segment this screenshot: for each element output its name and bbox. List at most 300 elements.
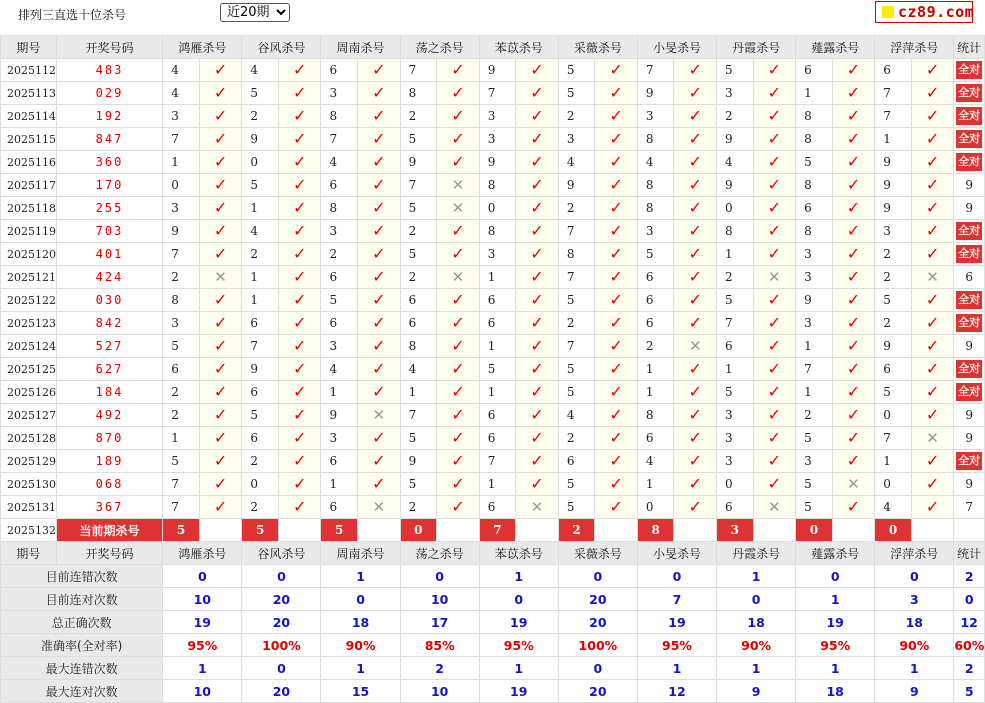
result-cell [753, 335, 796, 358]
result-cell [278, 243, 321, 266]
result-cell [278, 82, 321, 105]
check-icon: ✓ [292, 198, 307, 217]
col-header-predictor: 小旻杀号 [637, 36, 716, 59]
stat-cell [954, 473, 985, 496]
result-cell [199, 427, 242, 450]
check-icon: ✓ [530, 244, 544, 263]
kill-number-cell: 2 [163, 404, 200, 427]
summary-value: 19 [479, 611, 558, 634]
summary-value: 0 [558, 565, 637, 588]
result-cell [753, 128, 796, 151]
check-icon: ✓ [846, 198, 861, 217]
kill-number-cell: 1 [479, 381, 516, 404]
summary-value: 0 [717, 588, 796, 611]
result-cell [437, 197, 480, 220]
period-select[interactable] [220, 3, 290, 22]
result-cell [911, 450, 954, 473]
check-icon: ✓ [451, 359, 465, 378]
kill-number-cell: 3 [321, 82, 358, 105]
result-cell [516, 105, 559, 128]
check-icon: ✓ [846, 336, 861, 355]
check-icon: ✓ [213, 428, 228, 447]
result-cell [199, 335, 242, 358]
kill-number-cell: 5 [558, 358, 595, 381]
table-row [1, 427, 985, 450]
check-icon: ✓ [530, 198, 544, 217]
kill-number-cell: 9 [479, 151, 516, 174]
check-icon: ✓ [925, 221, 940, 240]
check-icon: ✓ [372, 428, 386, 447]
kill-number-cell: 3 [479, 105, 516, 128]
check-icon: ✓ [451, 290, 465, 309]
kill-number-cell: 1 [163, 427, 200, 450]
kill-number-cell: 4 [242, 59, 279, 82]
check-icon: ✓ [213, 451, 228, 470]
summary-row [1, 634, 985, 657]
check-icon: ✓ [213, 60, 228, 79]
result-cell [516, 473, 559, 496]
kill-number-cell: 5 [796, 496, 833, 519]
kill-number-cell: 3 [717, 450, 754, 473]
current-period-cell: 2025132 [1, 519, 57, 542]
table-row [1, 220, 985, 243]
check-icon: ✓ [846, 175, 861, 194]
kill-number-cell: 2 [400, 220, 437, 243]
current-kill-number: 3 [717, 519, 754, 542]
check-icon: ✓ [925, 152, 940, 171]
kill-number-cell: 9 [479, 59, 516, 82]
check-icon: ✓ [688, 106, 702, 125]
check-icon: ✓ [925, 60, 940, 79]
table-row [1, 82, 985, 105]
stat-cell [954, 450, 985, 473]
kill-number-cell: 5 [242, 82, 279, 105]
result-cell [516, 266, 559, 289]
check-icon: ✓ [372, 313, 386, 332]
result-cell [278, 496, 321, 519]
check-icon: ✓ [925, 83, 940, 102]
result-cell [832, 82, 875, 105]
kill-number-table [0, 35, 985, 703]
period-cell: 2025126 [1, 381, 57, 404]
result-cell [911, 496, 954, 519]
summary-value: 0 [242, 565, 321, 588]
check-icon: ✓ [292, 129, 307, 148]
result-cell [357, 128, 400, 151]
check-icon: ✓ [372, 244, 386, 263]
table-row [1, 358, 985, 381]
check-icon: ✓ [688, 244, 702, 263]
result-cell [199, 197, 242, 220]
result-cell [674, 174, 717, 197]
kill-number-cell: 3 [163, 312, 200, 335]
result-cell [595, 174, 638, 197]
result-cell [357, 404, 400, 427]
result-cell [832, 174, 875, 197]
col-header-predictor: 周南杀号 [321, 542, 400, 565]
summary-stat-value: 5 [954, 680, 985, 703]
result-cell [832, 197, 875, 220]
kill-number-cell: 2 [400, 105, 437, 128]
check-icon: ✓ [292, 474, 307, 493]
check-icon: ✓ [925, 382, 940, 401]
result-cell [437, 59, 480, 82]
kill-number-cell: 9 [875, 174, 912, 197]
result-cell [357, 335, 400, 358]
kill-number-cell: 3 [163, 105, 200, 128]
kill-number-cell: 6 [321, 266, 358, 289]
check-icon: ✓ [846, 451, 861, 470]
result-cell [437, 404, 480, 427]
result-cell [516, 450, 559, 473]
result-cell [437, 450, 480, 473]
check-icon: ✓ [767, 405, 782, 424]
result-cell [278, 404, 321, 427]
current-kill-number: 2 [558, 519, 595, 542]
check-icon: ✓ [372, 106, 386, 125]
result-cell [674, 243, 717, 266]
result-cell [832, 473, 875, 496]
col-header-predictor: 鸿雁杀号 [163, 542, 242, 565]
result-cell [278, 335, 321, 358]
check-icon: ✓ [372, 83, 386, 102]
kill-number-cell: 6 [796, 197, 833, 220]
summary-value: 95% [637, 634, 716, 657]
result-cell [674, 473, 717, 496]
period-cell: 2025123 [1, 312, 57, 335]
check-icon: ✓ [372, 267, 386, 286]
kill-number-cell: 9 [400, 450, 437, 473]
draw-number-cell: 184 [56, 381, 162, 404]
summary-value: 10 [400, 680, 479, 703]
result-cell [437, 473, 480, 496]
check-icon: ✓ [767, 83, 782, 102]
summary-value: 0 [637, 565, 716, 588]
result-cell [753, 404, 796, 427]
check-icon: ✓ [609, 83, 623, 102]
top-bar [0, 0, 975, 28]
summary-label: 最大连错次数 [1, 657, 163, 680]
draw-number-cell: 189 [56, 450, 162, 473]
summary-value: 20 [558, 680, 637, 703]
check-icon: ✓ [530, 405, 544, 424]
summary-stat-value: 0 [954, 588, 985, 611]
draw-number-cell: 527 [56, 335, 162, 358]
result-cell [278, 220, 321, 243]
kill-number-cell: 3 [796, 450, 833, 473]
col-header-predictor: 浮萍杀号 [875, 36, 954, 59]
result-cell [674, 496, 717, 519]
kill-number-cell: 9 [558, 174, 595, 197]
check-icon: ✓ [767, 359, 782, 378]
all-correct-badge: 全对 [956, 245, 982, 263]
current-kill-number: 0 [875, 519, 912, 542]
result-cell [753, 105, 796, 128]
check-icon: ✓ [213, 382, 228, 401]
stat-cell [954, 128, 985, 151]
result-cell [199, 128, 242, 151]
check-icon: ✓ [609, 359, 623, 378]
result-cell [595, 266, 638, 289]
check-icon: ✓ [688, 290, 702, 309]
check-icon: ✓ [213, 313, 228, 332]
result-cell [674, 404, 717, 427]
kill-number-cell: 3 [796, 243, 833, 266]
result-cell [278, 105, 321, 128]
result-cell [674, 266, 717, 289]
summary-label: 总正确次数 [1, 611, 163, 634]
summary-value: 1 [796, 657, 875, 680]
check-icon: ✓ [609, 221, 623, 240]
kill-number-cell: 3 [321, 427, 358, 450]
table-row [1, 473, 985, 496]
col-header-predictor: 薤露杀号 [796, 542, 875, 565]
period-cell: 2025122 [1, 289, 57, 312]
kill-number-cell: 6 [242, 427, 279, 450]
summary-value: 7 [637, 588, 716, 611]
check-icon: ✓ [609, 382, 623, 401]
kill-number-cell: 8 [558, 243, 595, 266]
result-cell [674, 312, 717, 335]
result-cell [357, 496, 400, 519]
table-row [1, 404, 985, 427]
kill-number-cell: 7 [637, 59, 674, 82]
current-kill-number: 5 [242, 519, 279, 542]
draw-number-cell: 360 [56, 151, 162, 174]
stat-value: 9 [965, 201, 973, 215]
check-icon: ✓ [609, 106, 623, 125]
kill-number-cell: 2 [796, 404, 833, 427]
result-cell [911, 289, 954, 312]
kill-number-cell: 9 [242, 128, 279, 151]
result-cell [199, 450, 242, 473]
result-cell [911, 473, 954, 496]
summary-value: 1 [479, 657, 558, 680]
kill-number-cell: 3 [796, 312, 833, 335]
kill-number-cell: 5 [163, 450, 200, 473]
check-icon: ✓ [292, 244, 307, 263]
summary-row [1, 680, 985, 703]
result-cell [516, 312, 559, 335]
check-icon: ✓ [846, 106, 861, 125]
result-cell [357, 289, 400, 312]
col-header-predictor: 小旻杀号 [637, 542, 716, 565]
draw-number-cell: 401 [56, 243, 162, 266]
check-icon: ✓ [925, 405, 940, 424]
kill-number-cell: 5 [558, 381, 595, 404]
kill-number-cell: 1 [163, 151, 200, 174]
result-cell [357, 450, 400, 473]
result-cell [199, 358, 242, 381]
result-cell [753, 312, 796, 335]
kill-number-cell: 3 [717, 404, 754, 427]
check-icon: ✓ [451, 405, 465, 424]
result-cell [516, 404, 559, 427]
result-cell [357, 220, 400, 243]
check-icon: ✓ [925, 244, 940, 263]
summary-value: 3 [875, 588, 954, 611]
result-cell [437, 381, 480, 404]
kill-number-cell: 9 [796, 289, 833, 312]
stat-value: 9 [965, 408, 973, 422]
check-icon: ✓ [451, 221, 465, 240]
summary-value: 1 [321, 657, 400, 680]
result-cell [753, 151, 796, 174]
kill-number-cell: 5 [875, 289, 912, 312]
stat-cell [954, 358, 985, 381]
check-icon: ✓ [925, 451, 940, 470]
result-cell [278, 128, 321, 151]
result-cell [199, 312, 242, 335]
result-cell [516, 358, 559, 381]
draw-number-cell: 847 [56, 128, 162, 151]
site-logo[interactable] [875, 1, 973, 23]
kill-number-cell: 5 [875, 381, 912, 404]
result-cell [199, 473, 242, 496]
result-cell [753, 381, 796, 404]
current-kill-number: 0 [400, 519, 437, 542]
kill-number-cell: 3 [479, 243, 516, 266]
kill-number-cell: 2 [637, 335, 674, 358]
check-icon: ✓ [213, 336, 228, 355]
kill-number-cell: 4 [637, 450, 674, 473]
result-cell [753, 243, 796, 266]
kill-number-cell: 7 [875, 82, 912, 105]
result-cell [911, 151, 954, 174]
result-cell [437, 335, 480, 358]
summary-stat-value: 2 [954, 657, 985, 680]
table-row [1, 59, 985, 82]
stat-value: 9 [965, 178, 973, 192]
result-cell [753, 82, 796, 105]
kill-number-cell: 9 [875, 335, 912, 358]
check-icon: ✓ [767, 290, 782, 309]
cross-icon: ✕ [688, 336, 702, 355]
col-header-predictor: 荡之杀号 [400, 36, 479, 59]
kill-number-cell: 5 [717, 59, 754, 82]
current-empty-cell [199, 519, 242, 542]
draw-number-cell: 627 [56, 358, 162, 381]
kill-number-cell: 2 [400, 266, 437, 289]
table-row [1, 151, 985, 174]
check-icon: ✓ [213, 106, 228, 125]
result-cell [674, 59, 717, 82]
result-cell [516, 220, 559, 243]
draw-number-cell: 842 [56, 312, 162, 335]
result-cell [832, 105, 875, 128]
kill-number-cell: 3 [321, 220, 358, 243]
kill-number-cell: 5 [321, 289, 358, 312]
result-cell [832, 335, 875, 358]
result-cell [832, 266, 875, 289]
all-correct-badge: 全对 [956, 61, 982, 79]
kill-number-cell: 2 [558, 427, 595, 450]
result-cell [674, 381, 717, 404]
kill-number-cell: 5 [400, 427, 437, 450]
draw-number-cell: 424 [56, 266, 162, 289]
kill-number-cell: 2 [242, 450, 279, 473]
result-cell [911, 220, 954, 243]
current-kill-number: 7 [479, 519, 516, 542]
result-cell [753, 473, 796, 496]
check-icon: ✓ [292, 60, 307, 79]
period-cell: 2025112 [1, 59, 57, 82]
stat-cell [954, 404, 985, 427]
kill-number-cell: 7 [875, 427, 912, 450]
kill-number-cell: 2 [321, 243, 358, 266]
cross-icon: ✕ [372, 497, 386, 516]
draw-number-cell: 255 [56, 197, 162, 220]
period-cell: 2025116 [1, 151, 57, 174]
period-cell: 2025118 [1, 197, 57, 220]
kill-number-cell: 5 [400, 243, 437, 266]
result-cell [595, 358, 638, 381]
kill-number-cell: 5 [400, 128, 437, 151]
check-icon: ✓ [609, 336, 623, 355]
result-cell [199, 289, 242, 312]
check-icon: ✓ [451, 451, 465, 470]
check-icon: ✓ [213, 244, 228, 263]
current-kill-label: 当前期杀号 [56, 519, 162, 542]
check-icon: ✓ [213, 175, 228, 194]
kill-number-cell: 2 [717, 266, 754, 289]
all-correct-badge: 全对 [956, 291, 982, 309]
draw-number-cell: 192 [56, 105, 162, 128]
check-icon: ✓ [609, 474, 623, 493]
result-cell [911, 266, 954, 289]
result-cell [437, 266, 480, 289]
result-cell [437, 427, 480, 450]
kill-number-cell: 5 [558, 473, 595, 496]
check-icon: ✓ [846, 267, 861, 286]
result-cell [437, 312, 480, 335]
kill-number-cell: 6 [242, 381, 279, 404]
col-header-predictor: 荡之杀号 [400, 542, 479, 565]
summary-value: 0 [400, 565, 479, 588]
stat-value: 6 [965, 270, 973, 284]
result-cell [832, 59, 875, 82]
kill-number-cell: 3 [717, 427, 754, 450]
check-icon: ✓ [451, 60, 465, 79]
check-icon: ✓ [767, 313, 782, 332]
check-icon: ✓ [846, 152, 861, 171]
kill-number-cell: 6 [321, 174, 358, 197]
check-icon: ✓ [846, 497, 861, 516]
page-title: 排列三直选十位杀号 [18, 8, 127, 22]
result-cell [516, 128, 559, 151]
kill-number-cell: 5 [796, 427, 833, 450]
kill-number-cell: 9 [637, 82, 674, 105]
top-header-row [1, 36, 985, 59]
kill-number-cell: 7 [558, 335, 595, 358]
col-header-predictor: 苯苡杀号 [479, 542, 558, 565]
check-icon: ✓ [530, 336, 544, 355]
check-icon: ✓ [688, 221, 702, 240]
check-icon: ✓ [451, 313, 465, 332]
kill-number-cell: 3 [163, 197, 200, 220]
bottom-header-row [1, 542, 985, 565]
kill-number-cell: 6 [321, 450, 358, 473]
kill-number-cell: 1 [637, 358, 674, 381]
result-cell [832, 496, 875, 519]
kill-number-cell: 5 [400, 197, 437, 220]
result-cell [674, 220, 717, 243]
summary-label: 目前连对次数 [1, 588, 163, 611]
summary-value: 19 [637, 611, 716, 634]
check-icon: ✓ [292, 336, 307, 355]
summary-value: 100% [242, 634, 321, 657]
table-row [1, 128, 985, 151]
